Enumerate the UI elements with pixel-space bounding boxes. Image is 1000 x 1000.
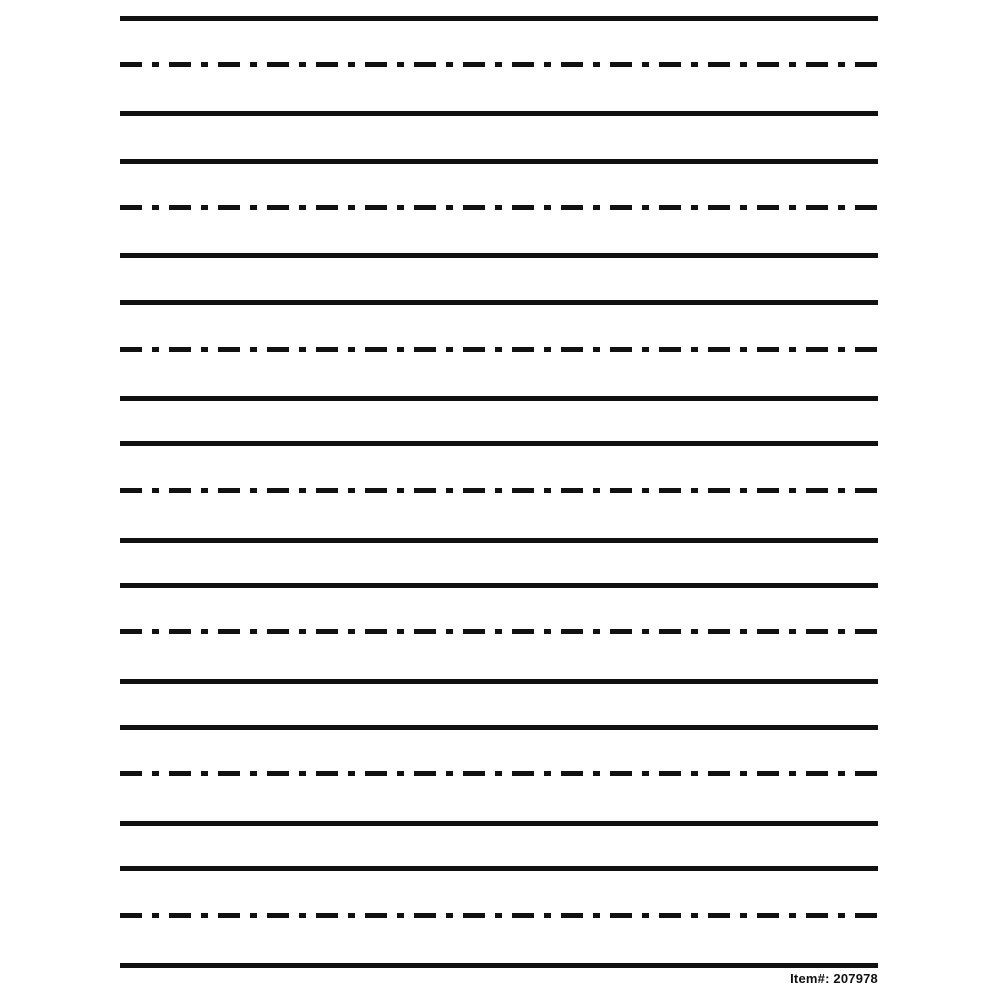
rule-line-solid bbox=[120, 159, 878, 164]
ruled-lines-area bbox=[120, 0, 878, 1000]
rule-line-solid bbox=[120, 396, 878, 401]
rule-line-solid bbox=[120, 963, 878, 968]
rule-line-dashed bbox=[120, 62, 878, 67]
rule-line-solid bbox=[120, 583, 878, 588]
rule-line-solid bbox=[120, 111, 878, 116]
rule-line-solid bbox=[120, 300, 878, 305]
rule-line-solid bbox=[120, 16, 878, 21]
rule-line-dashed bbox=[120, 771, 878, 776]
rule-line-solid bbox=[120, 679, 878, 684]
rule-line-solid bbox=[120, 725, 878, 730]
rule-line-solid bbox=[120, 866, 878, 871]
rule-line-dashed bbox=[120, 629, 878, 634]
rule-line-solid bbox=[120, 538, 878, 543]
rule-line-dashed bbox=[120, 347, 878, 352]
rule-line-dashed bbox=[120, 488, 878, 493]
rule-line-dashed bbox=[120, 913, 878, 918]
item-number-label: Item#: 207978 bbox=[790, 971, 878, 986]
rule-line-solid bbox=[120, 441, 878, 446]
rule-line-solid bbox=[120, 821, 878, 826]
rule-line-dashed bbox=[120, 205, 878, 210]
rule-line-solid bbox=[120, 253, 878, 258]
